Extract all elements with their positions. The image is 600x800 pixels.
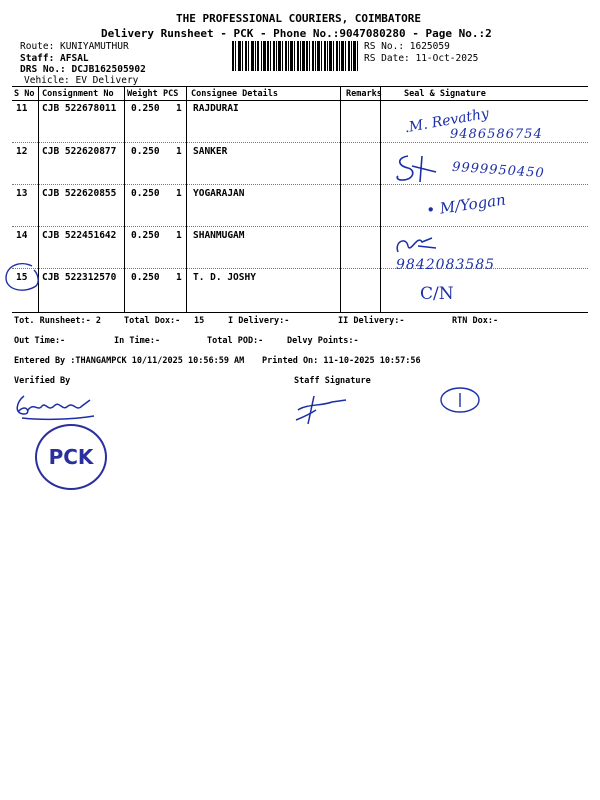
- hand-circle-row15: [2, 260, 42, 296]
- runsheet-title: Delivery Runsheet - PCK - Phone No.:9047080280 - Page No.:2: [101, 27, 492, 40]
- table-header-border: [12, 100, 588, 101]
- rs-no-label: RS No.: 1625059: [364, 41, 450, 52]
- hand-signature-row13: • M/Yogan: [425, 190, 507, 220]
- col-header-remarks: Remarks: [346, 89, 382, 99]
- row-sno: 14: [16, 230, 28, 241]
- col-header-sno: S No: [14, 89, 35, 99]
- rtn-dox: RTN Dox:-: [452, 316, 499, 326]
- pck-stamp: PCK: [35, 424, 107, 490]
- staff-signature-mark: [292, 392, 352, 428]
- row-sno: 15: [16, 272, 28, 283]
- barcode-graphic: [232, 41, 358, 71]
- row-weight: 0.250: [131, 188, 160, 199]
- col-header-weight: Weight: [127, 89, 158, 99]
- row-pcs: 1: [176, 272, 182, 283]
- total-dox-label: Total Dox:-: [124, 316, 181, 326]
- verified-by-label: Verified By: [14, 376, 71, 386]
- route-label: Route: KUNIYAMUTHUR: [20, 41, 129, 52]
- staff-label: Staff: AFSAL: [20, 53, 89, 64]
- row-consignee: T. D. JOSHY: [193, 272, 256, 283]
- verified-signature: [10, 390, 100, 424]
- row-consignee: YOGARAJAN: [193, 188, 245, 199]
- staff-signature-label: Staff Signature: [294, 376, 371, 386]
- vehicle-label: Vehicle: EV Delivery: [24, 75, 139, 86]
- barcode: [232, 41, 358, 71]
- hand-mark-row15: C/N: [420, 284, 454, 304]
- col-divider: [380, 86, 381, 312]
- row-pcs: 1: [176, 146, 182, 157]
- row-divider: [12, 142, 588, 143]
- row-pcs: 1: [176, 103, 182, 114]
- row-sno: 12: [16, 146, 28, 157]
- row-pcs: 1: [176, 188, 182, 199]
- row-divider: [12, 268, 588, 269]
- row-consignment: CJB 522451642: [42, 230, 117, 241]
- row-consignment: CJB 522312570: [42, 272, 117, 283]
- col-header-pcs: PCS: [163, 89, 179, 99]
- hand-signature-row14: [392, 230, 442, 258]
- row-sno: 11: [16, 103, 28, 114]
- row-divider: [12, 226, 588, 227]
- hand-signature-row11: .M. Revathy: [403, 105, 491, 137]
- printed-on: Printed On: 11-10-2025 10:57:56: [262, 356, 421, 366]
- col-header-consignee: Consignee Details: [191, 89, 278, 99]
- tot-runsheet: Tot. Runsheet:- 2: [14, 316, 101, 326]
- hand-phone-row12: 9999950450: [451, 159, 546, 182]
- col-header-seal: Seal & Signature: [404, 89, 486, 99]
- row-weight: 0.250: [131, 230, 160, 241]
- rs-date-label: RS Date: 11-Oct-2025: [364, 53, 479, 64]
- in-time: In Time:-: [114, 336, 161, 346]
- col-divider: [340, 86, 341, 312]
- hand-circle-mark: [438, 385, 482, 415]
- out-time: Out Time:-: [14, 336, 66, 346]
- col-header-consignment: Consignment No: [42, 89, 114, 99]
- i-delivery: I Delivery:-: [228, 316, 290, 326]
- row-consignee: RAJDURAI: [193, 103, 239, 114]
- entered-by: Entered By :THANGAMPCK 10/11/2025 10:56:59 AM: [14, 356, 245, 366]
- row-divider: [12, 184, 588, 185]
- table-bottom-border: [12, 312, 588, 313]
- row-weight: 0.250: [131, 272, 160, 283]
- row-consignment: CJB 522678011: [42, 103, 117, 114]
- hand-phone-row14: 9842083585: [396, 257, 496, 273]
- row-consignment: CJB 522620877: [42, 146, 117, 157]
- row-consignment: CJB 522620855: [42, 188, 117, 199]
- drs-label: DRS No.: DCJB162505902: [20, 64, 146, 75]
- hand-signature-row12: [392, 152, 452, 186]
- table-top-border: [12, 86, 588, 87]
- row-consignee: SHANMUGAM: [193, 230, 245, 241]
- delvy-points: Delvy Points:-: [287, 336, 359, 346]
- col-divider: [124, 86, 125, 312]
- row-consignee: SANKER: [193, 146, 228, 157]
- row-weight: 0.250: [131, 146, 160, 157]
- total-dox-value: 15: [194, 316, 205, 326]
- row-sno: 13: [16, 188, 28, 199]
- col-divider: [186, 86, 187, 312]
- ii-delivery: II Delivery:-: [338, 316, 405, 326]
- row-weight: 0.250: [131, 103, 160, 114]
- company-title: THE PROFESSIONAL COURIERS, COIMBATORE: [176, 12, 422, 25]
- hand-phone-row11: 9486586754: [450, 127, 543, 142]
- total-pod: Total POD:-: [207, 336, 264, 346]
- row-pcs: 1: [176, 230, 182, 241]
